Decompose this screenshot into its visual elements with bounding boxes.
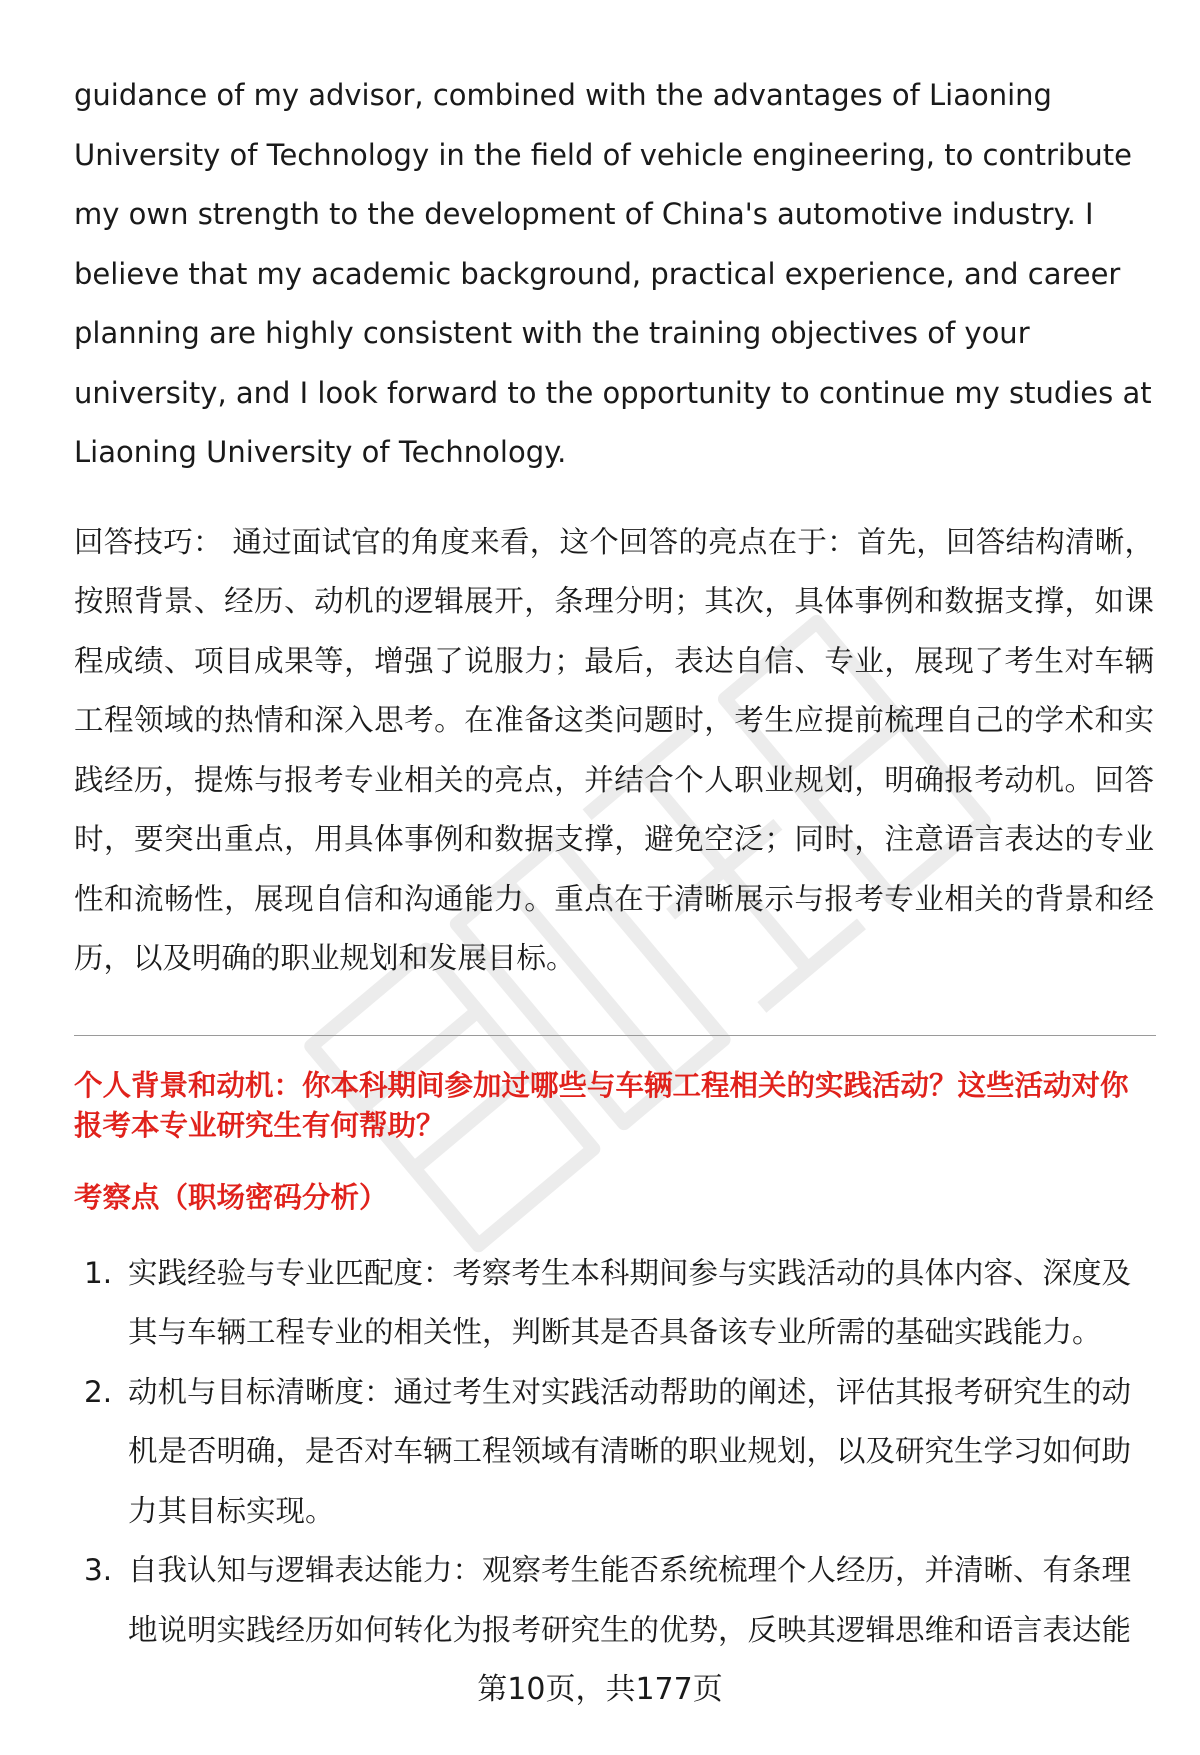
main-content — [74, 66, 1154, 1660]
section-divider — [74, 1035, 1156, 1036]
answer-tip-text: 通过面试官的角度来看，这个回答的亮点在于：首先，回答结构清晰，按照背景、经历、动机的逻辑展开，条理分明；其次，具体事例和数据支撑，如课程成绩、项目成果等，增强了说服力；最后，表达自信、专业，展现了考生对车辆工程领域的热情和深入思考。在准备这类问题时，考生应提前梳理自己的学术和实践经历，提炼与报考专业相关的亮点，并结合个人职业规划，明确报考动机。回答时，要突出重点，用具体事例和数据支撑，避免空泛；同时，注意语言表达的专业性和流畅性，展现自信和沟通能力。重点在于清晰展示与报考专业相关的背景和经历，以及明确的职业规划和发展目标。 — [74, 524, 1154, 975]
english-paragraph: guidance of my advisor, combined with the advantages of Liaoning University of Technology in the field of vehicle engineering, to contribute my own strength to the development of China's automotive industry. I believe that my academic background, practical experience, and career planning are highly consistent with the training objectives of your university, and I look forward to the opportunity to continue my studies at Liaoning University of Technology. — [74, 78, 1152, 469]
list-item — [74, 1244, 1154, 1363]
list-item-text: 自我认知与逻辑表达能力：观察考生能否系统梳理个人经历，并清晰、有条理地说明实践经历如何转化为报考研究生的优势，反映其逻辑思维和语言表达能 — [128, 1553, 1132, 1647]
answer-tip-label: 回答技巧： — [74, 524, 223, 559]
assessment-points-title: 考察点（职场密码分析） — [74, 1180, 388, 1214]
list-item-number: 2. — [84, 1374, 113, 1409]
list-item-number: 1. — [84, 1255, 113, 1290]
assessment-points-list — [74, 1244, 1154, 1661]
list-item-text: 实践经验与专业匹配度：考察考生本科期间参与实践活动的具体内容、深度及其与车辆工程专业的相关性，判断其是否具备该专业所需的基础实践能力。 — [128, 1255, 1132, 1349]
page-number-footer: 第10页，共177页 — [477, 1672, 723, 1707]
question-heading: 个人背景和动机：你本科期间参加过哪些与车辆工程相关的实践活动？这些活动对你报考本专业研究生有何帮助？ — [74, 1068, 1129, 1142]
answer-tip-paragraph — [74, 513, 1154, 989]
list-item — [74, 1363, 1154, 1542]
list-item-text: 动机与目标清晰度：通过考生对实践活动帮助的阐述，评估其报考研究生的动机是否明确，是否对车辆工程领域有清晰的职业规划，以及研究生学习如何助力其目标实现。 — [128, 1374, 1132, 1528]
list-item-number: 3. — [84, 1553, 113, 1587]
list-item — [74, 1541, 1154, 1660]
